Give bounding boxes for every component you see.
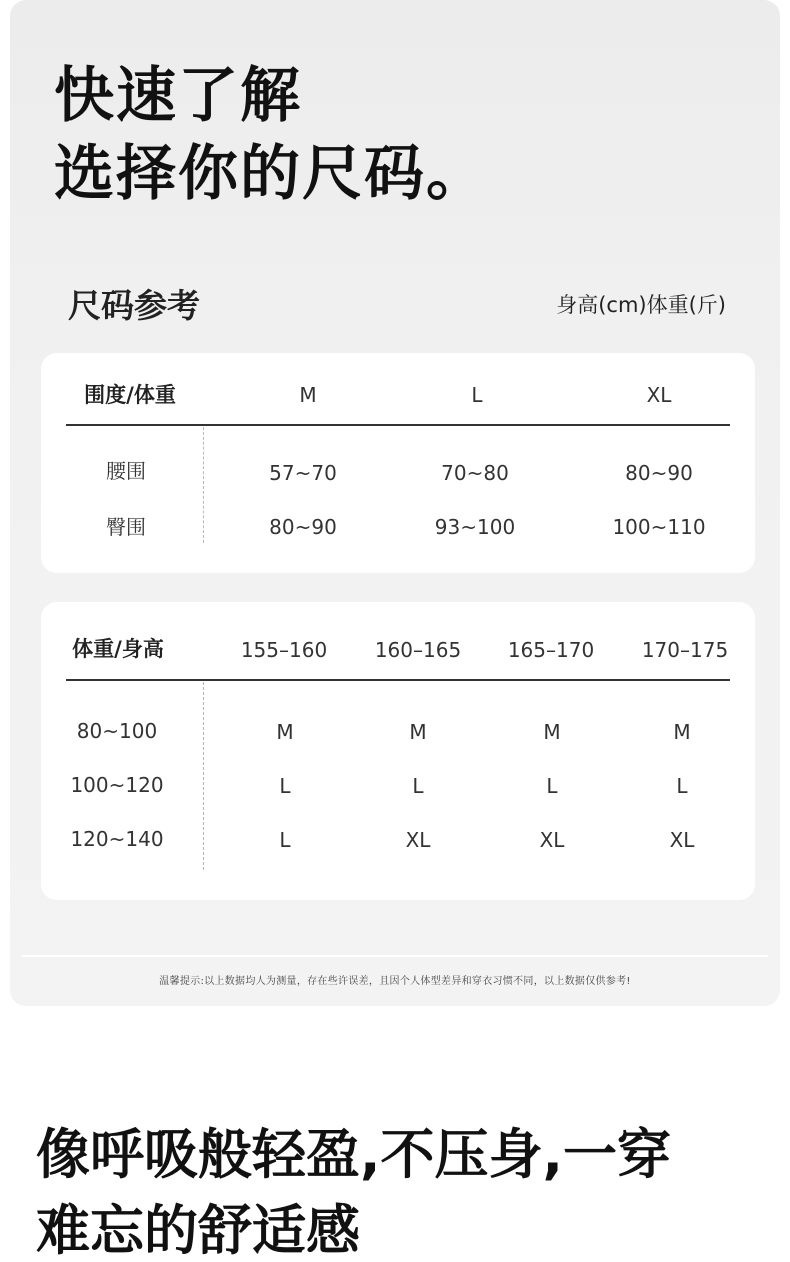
size-chart-table-card	[41, 602, 755, 900]
section-title: 尺码参考	[68, 286, 200, 325]
table1-cell: 80~90	[269, 515, 337, 539]
table2-cell: XL	[539, 828, 565, 852]
table1-corner-header: 围度/体重	[84, 383, 176, 407]
headline-line-1: 快速了解	[54, 61, 302, 131]
table2-cell: L	[546, 774, 558, 798]
table2-col-header: 170–175	[641, 638, 729, 662]
table2-corner-header: 体重/身高	[72, 637, 164, 661]
table2-cell: M	[276, 720, 294, 744]
table1-cell: 100~110	[612, 515, 706, 539]
table2-cell: M	[673, 720, 691, 744]
tip-divider	[22, 955, 768, 957]
tagline-line-1: 像呼吸般轻盈,不压身,一穿	[36, 1123, 672, 1186]
headline-line-2: 选择你的尺码。	[54, 139, 488, 209]
unit-note: 身高(cm)体重(斤)	[556, 293, 726, 317]
table1-col-header: L	[471, 383, 483, 407]
table2-col-header: 160–165	[374, 638, 462, 662]
table2-column-divider	[203, 682, 204, 870]
table2-cell: L	[412, 774, 424, 798]
table2-cell: M	[409, 720, 427, 744]
table2-row-label: 120~140	[70, 827, 164, 851]
table1-col-header: M	[299, 383, 317, 407]
table1-header-rule	[66, 424, 730, 426]
table1-cell: 70~80	[441, 461, 509, 485]
table1-row-label: 腰围	[106, 459, 146, 483]
table2-col-header: 155–160	[240, 638, 328, 662]
tagline-line-2: 难忘的舒适感	[36, 1199, 360, 1262]
table1-cell: 57~70	[269, 461, 337, 485]
table2-cell: XL	[669, 828, 695, 852]
table2-row-label: 80~100	[76, 719, 158, 743]
table1-row-label: 臀围	[106, 515, 146, 539]
table2-cell: XL	[405, 828, 431, 852]
table1-column-divider	[203, 427, 204, 543]
measurement-table-card	[41, 353, 755, 573]
table2-cell: L	[279, 774, 291, 798]
table1-cell: 80~90	[625, 461, 693, 485]
table2-cell: M	[543, 720, 561, 744]
table2-cell: L	[279, 828, 291, 852]
table1-cell: 93~100	[434, 515, 516, 539]
table2-header-rule	[66, 679, 730, 681]
table2-cell: L	[676, 774, 688, 798]
table1-col-header: XL	[646, 383, 672, 407]
measurement-tip: 温馨提示:以上数据均人为测量，存在些许误差，且因个人体型差异和穿衣习惯不同，以上数据仅供参考!	[159, 976, 631, 987]
table2-col-header: 165–170	[507, 638, 595, 662]
table2-row-label: 100~120	[70, 773, 164, 797]
